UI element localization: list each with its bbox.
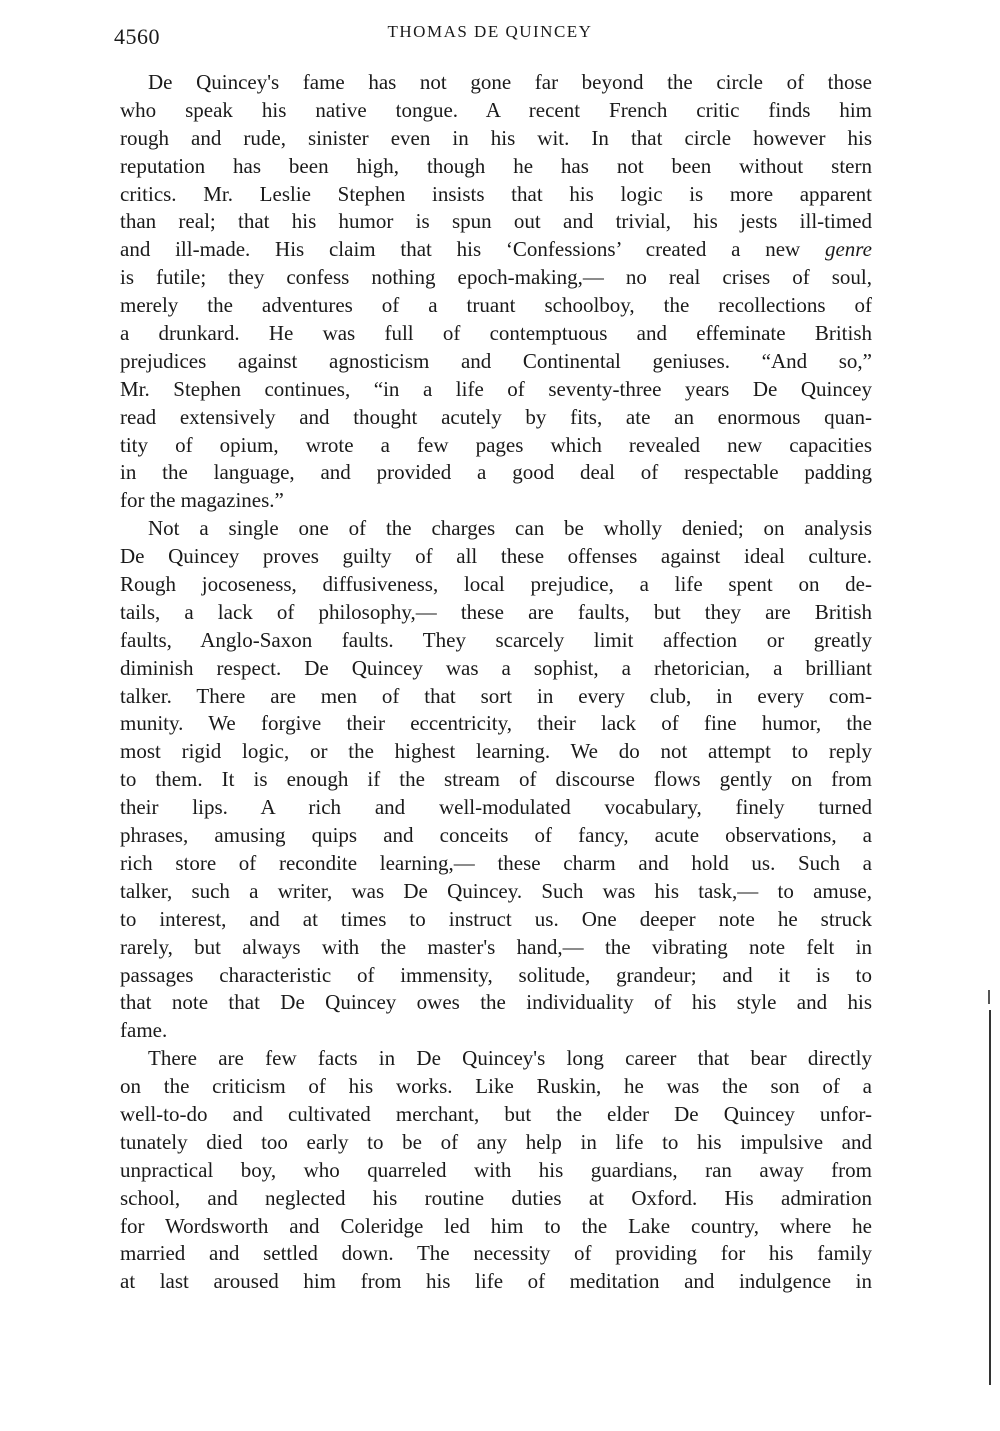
text-line: phrases, amusing quips and conceits of fancy, acute observations, a <box>120 823 872 848</box>
text-line: rough and rude, sinister even in his wit. In that circle however his <box>120 125 872 150</box>
text-line: talker. There are men of that sort in every club, in every com- <box>120 683 872 708</box>
text-line: who speak his native tongue. A recent French critic finds him <box>120 97 872 122</box>
text-line: Mr. Stephen continues, “in a life of seventy-three years De Quincey <box>120 376 872 401</box>
text-line: merely the adventures of a truant schoolboy, the recollections of <box>120 293 872 318</box>
page-number: 4560 <box>114 24 160 49</box>
text-line: read extensively and thought acutely by fits, ate an enormous quan- <box>120 404 872 429</box>
text-line: diminish respect. De Quincey was a sophist, a rhetorician, a brilliant <box>120 655 872 680</box>
text-line: their lips. A rich and well-modulated vocabulary, finely turned <box>120 795 872 820</box>
text-line: well-to-do and cultivated merchant, but the elder De Quincey unfor- <box>120 1101 872 1126</box>
text-line: school, and neglected his routine duties at Oxford. His admiration <box>120 1185 872 1210</box>
text-line: Not a single one of the charges can be wholly denied; on analysis <box>148 516 872 541</box>
text-line: passages characteristic of immensity, solitude, grandeur; and it is to <box>120 962 872 987</box>
text-line: for the magazines.” <box>120 488 284 513</box>
text-line: for Wordsworth and Coleridge led him to the Lake country, where he <box>120 1213 872 1238</box>
body-text <box>120 69 872 1296</box>
text-line: on the criticism of his works. Like Ruskin, he was the son of a <box>120 1074 872 1099</box>
text-line: prejudices against agnosticism and Continental geniuses. “And so,” <box>120 348 872 373</box>
text-line: Rough jocoseness, diffusiveness, local prejudice, a life spent on de- <box>120 572 872 597</box>
text-line: tity of opium, wrote a few pages which revealed new capacities <box>120 432 872 457</box>
text-line: most rigid logic, or the highest learning. We do not attempt to reply <box>120 739 872 764</box>
text-line: to interest, and at times to instruct us. One deeper note he struck <box>120 906 872 931</box>
text-line: faults, Anglo-Saxon faults. They scarcely limit affection or greatly <box>120 627 872 652</box>
text-line: at last aroused him from his life of meditation and indulgence in <box>120 1269 872 1294</box>
text-line: talker, such a writer, was De Quincey. Such was his task,— to amuse, <box>120 878 872 903</box>
text-line: De Quincey's fame has not gone far beyond the circle of those <box>148 70 872 94</box>
text-line: unpractical boy, who quarreled with his guardians, ran away from <box>120 1157 872 1182</box>
text-line <box>120 236 872 264</box>
text-line: than real; that his humor is spun out and trivial, his jests ill-timed <box>120 209 872 234</box>
text-line: a drunkard. He was full of contemptuous and effeminate British <box>120 321 872 346</box>
text-line: tunately died too early to be of any help in life to his impulsive and <box>120 1129 872 1154</box>
scan-artifact-line <box>989 1010 991 1385</box>
text-line: munity. We forgive their eccentricity, their lack of fine humor, the <box>120 711 872 736</box>
text-line: that note that De Quincey owes the individuality of his style and his <box>120 990 872 1015</box>
text-line: rarely, but always with the master's hand,— the vibrating note felt in <box>120 934 872 959</box>
text-line: is futile; they confess nothing epoch-making,— no real crises of soul, <box>120 265 872 290</box>
italic-word: genre <box>824 237 872 262</box>
text-line: De Quincey proves guilty of all these offenses against ideal culture. <box>120 544 872 569</box>
text-line: rich store of recondite learning,— these charm and hold us. Such a <box>120 850 872 875</box>
text-line: married and settled down. The necessity of providing for his family <box>120 1241 872 1266</box>
running-head: THOMAS DE QUINCEY <box>387 22 593 41</box>
text-line: tails, a lack of philosophy,— these are faults, but they are British <box>120 599 872 624</box>
text-line: critics. Mr. Leslie Stephen insists that his logic is more apparent <box>120 181 872 206</box>
text-line: There are few facts in De Quincey's long career that bear directly <box>148 1046 872 1071</box>
scan-artifact-mark <box>988 990 990 1004</box>
text-line: reputation has been high, though he has not been without stern <box>120 153 872 178</box>
text-segment: and ill-made. His claim that his ‘Confessions’ created a new <box>120 237 825 262</box>
text-line: fame. <box>120 1018 168 1043</box>
text-line: to them. It is enough if the stream of discourse flows gently on from <box>120 767 872 792</box>
text-line: in the language, and provided a good deal of respectable padding <box>120 460 872 485</box>
